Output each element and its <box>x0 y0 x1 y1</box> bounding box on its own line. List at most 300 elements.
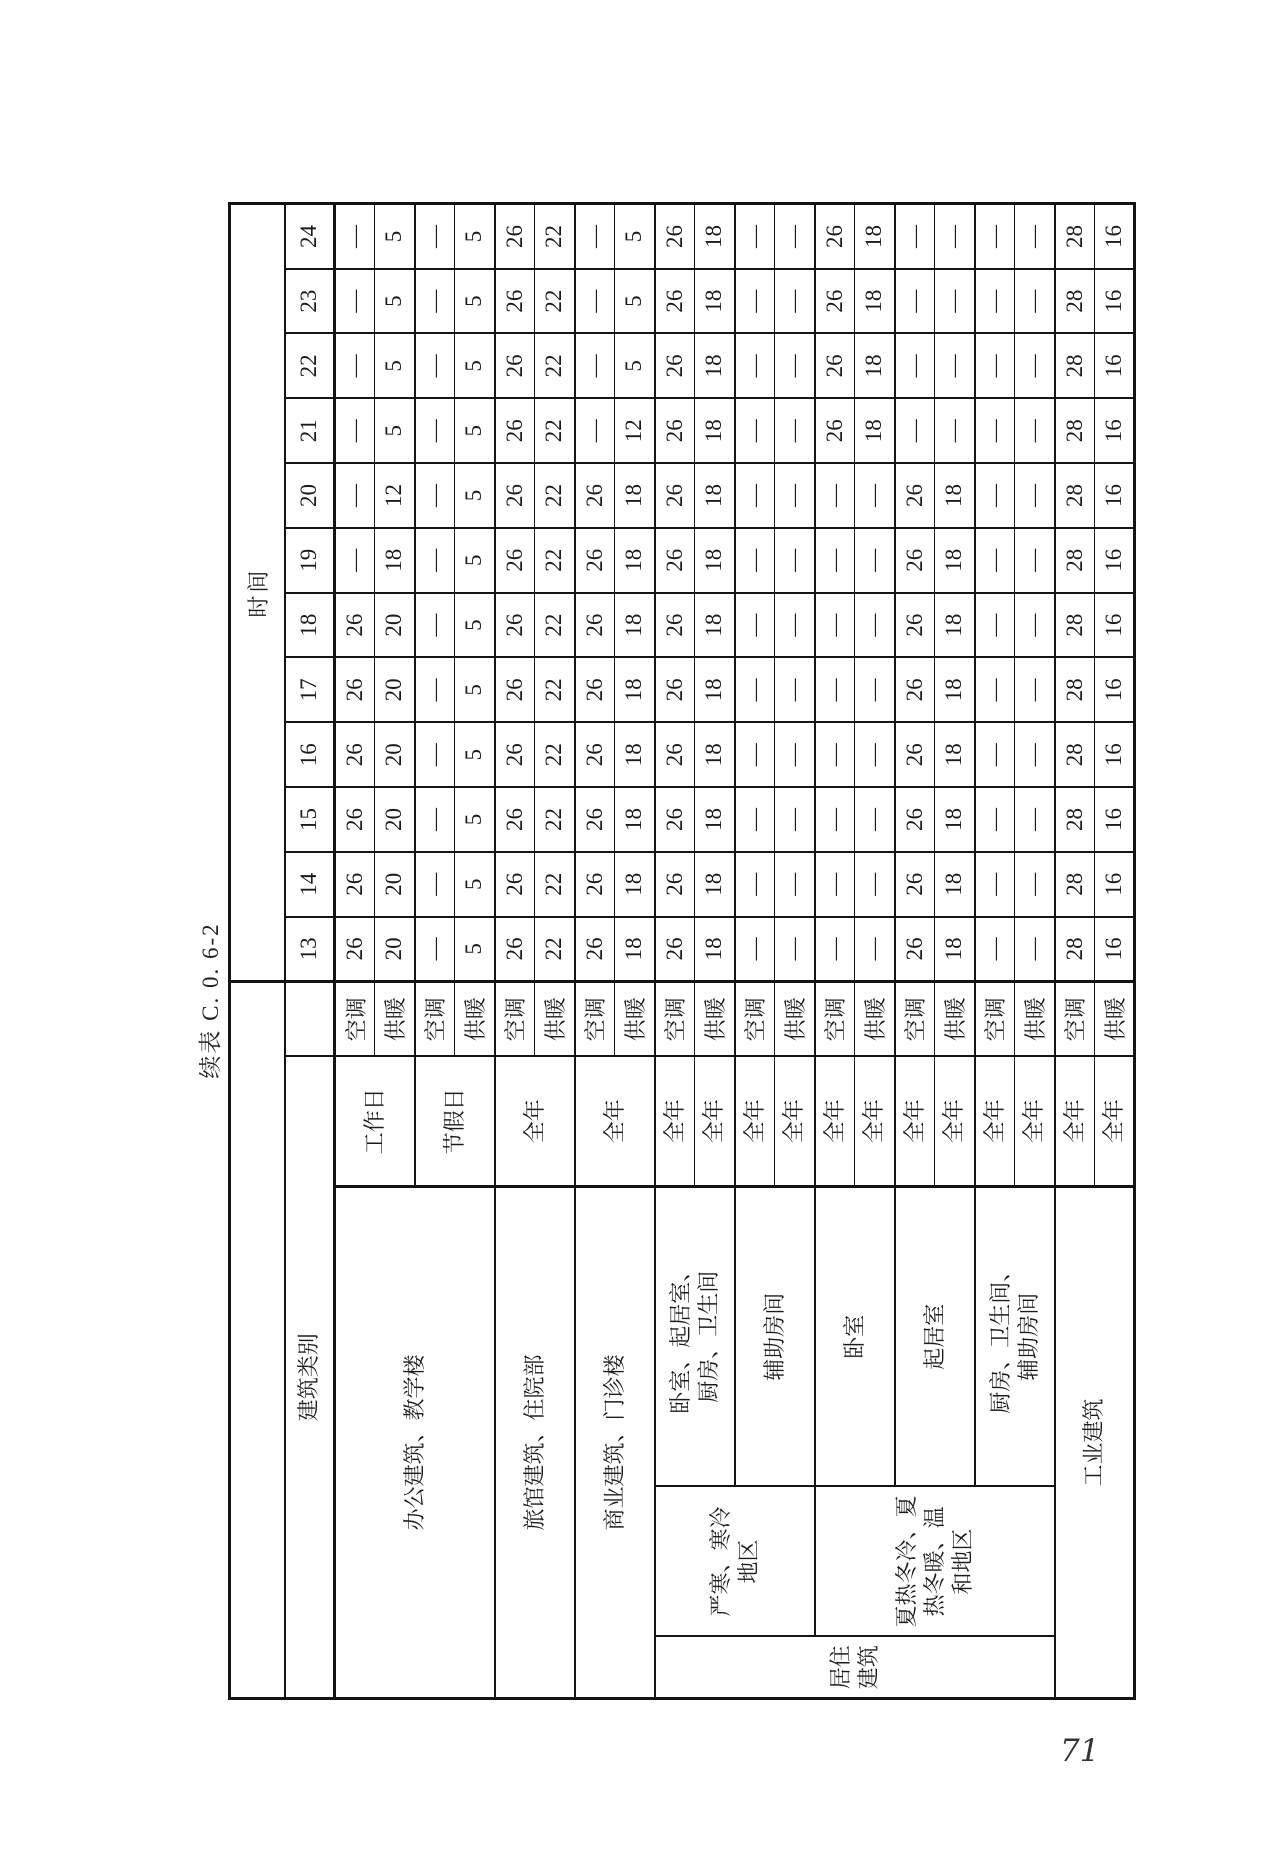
value-cell: 22 <box>535 722 575 787</box>
value-cell: — <box>415 398 455 463</box>
value-cell: 16 <box>1095 398 1135 463</box>
value-cell: 26 <box>655 852 695 917</box>
table-row <box>895 204 935 1699</box>
value-cell: 26 <box>815 334 855 399</box>
value-cell: 26 <box>495 204 535 269</box>
hour-header-cell: 18 <box>285 593 335 658</box>
value-cell: — <box>735 852 775 917</box>
value-cell: 26 <box>335 787 375 852</box>
period-cell: 全年 <box>495 1057 575 1187</box>
value-cell: — <box>855 852 895 917</box>
value-cell: 18 <box>855 398 895 463</box>
value-cell: — <box>855 657 895 722</box>
value-cell: — <box>735 398 775 463</box>
category-header-cell: 建筑类别 <box>285 1057 335 1699</box>
value-cell: 5 <box>455 787 495 852</box>
value-cell: 26 <box>895 852 935 917</box>
mode-cell: 空调 <box>655 981 695 1056</box>
value-cell: — <box>735 334 775 399</box>
header-row-2 <box>285 204 335 1699</box>
value-cell: 18 <box>935 787 975 852</box>
value-cell: — <box>935 204 975 269</box>
mode-cell: 空调 <box>415 981 455 1056</box>
value-cell: 18 <box>935 528 975 593</box>
value-cell: 12 <box>615 398 655 463</box>
value-cell: — <box>775 722 815 787</box>
label-line: 卧室、起居室、 <box>667 1259 693 1414</box>
value-cell: 16 <box>1095 657 1135 722</box>
value-cell: — <box>1015 657 1055 722</box>
mode-cell: 空调 <box>575 981 615 1056</box>
value-cell: 26 <box>655 463 695 528</box>
mode-cell: 空调 <box>1055 981 1095 1056</box>
value-cell: — <box>415 204 455 269</box>
value-cell: 26 <box>655 722 695 787</box>
value-cell: 16 <box>1095 852 1135 917</box>
mode-cell: 供暖 <box>535 981 575 1056</box>
value-cell: 20 <box>375 787 415 852</box>
value-cell: 18 <box>615 463 655 528</box>
value-cell: — <box>895 204 935 269</box>
value-cell: 28 <box>1055 398 1095 463</box>
label-line: 夏热冬冷、夏 <box>893 1495 919 1628</box>
hour-header-cell: 13 <box>285 917 335 982</box>
value-cell: — <box>975 787 1015 852</box>
value-cell: 26 <box>895 657 935 722</box>
value-cell: 18 <box>695 852 735 917</box>
table-row <box>735 204 775 1699</box>
value-cell: 18 <box>615 852 655 917</box>
value-cell: 26 <box>335 657 375 722</box>
value-cell: 18 <box>855 269 895 334</box>
period-cell: 全年 <box>655 1057 695 1187</box>
value-cell: — <box>735 204 775 269</box>
value-cell: 22 <box>535 398 575 463</box>
value-cell: 16 <box>1095 593 1135 658</box>
value-cell: 5 <box>455 463 495 528</box>
value-cell: — <box>735 593 775 658</box>
group-cell <box>655 1637 1055 1699</box>
period-cell: 全年 <box>1095 1057 1135 1187</box>
value-cell: 22 <box>535 269 575 334</box>
period-cell: 全年 <box>815 1057 855 1187</box>
value-cell: 26 <box>495 593 535 658</box>
value-cell: 18 <box>855 204 895 269</box>
value-cell: 16 <box>1095 917 1135 982</box>
value-cell: 26 <box>815 204 855 269</box>
value-cell: 26 <box>575 657 615 722</box>
value-cell: 28 <box>1055 334 1095 399</box>
period-cell: 全年 <box>1015 1057 1055 1187</box>
value-cell: — <box>335 463 375 528</box>
value-cell: — <box>735 787 775 852</box>
value-cell: — <box>1015 334 1055 399</box>
value-cell: — <box>975 204 1015 269</box>
room-cell <box>975 1187 1055 1487</box>
value-cell: 18 <box>695 334 735 399</box>
value-cell: — <box>775 593 815 658</box>
room-cell: 卧室 <box>815 1187 895 1487</box>
value-cell: — <box>1015 463 1055 528</box>
value-cell: 18 <box>935 917 975 982</box>
value-cell: — <box>975 334 1015 399</box>
value-cell: — <box>735 917 775 982</box>
value-cell: — <box>335 528 375 593</box>
mode-cell: 空调 <box>735 981 775 1056</box>
mode-cell: 供暖 <box>935 981 975 1056</box>
value-cell: 26 <box>575 463 615 528</box>
value-cell: — <box>815 657 855 722</box>
value-cell: 18 <box>615 917 655 982</box>
value-cell: 18 <box>855 334 895 399</box>
mode-cell: 空调 <box>815 981 855 1056</box>
value-cell: 26 <box>895 787 935 852</box>
value-cell: 5 <box>375 398 415 463</box>
value-cell: — <box>735 528 775 593</box>
value-cell: — <box>855 787 895 852</box>
value-cell: 28 <box>1055 204 1095 269</box>
table-row <box>575 204 615 1699</box>
period-cell: 全年 <box>975 1057 1015 1187</box>
value-cell: 26 <box>575 593 615 658</box>
label-line: 和地区 <box>949 1528 975 1595</box>
value-cell: — <box>415 593 455 658</box>
value-cell: 22 <box>535 852 575 917</box>
table-row <box>655 204 695 1699</box>
value-cell: — <box>1015 528 1055 593</box>
value-cell: — <box>895 398 935 463</box>
value-cell: 20 <box>375 722 415 787</box>
value-cell: 26 <box>495 787 535 852</box>
value-cell: 16 <box>1095 269 1135 334</box>
value-cell: 18 <box>615 593 655 658</box>
value-cell: 5 <box>615 269 655 334</box>
value-cell: — <box>735 722 775 787</box>
value-cell: 12 <box>375 463 415 528</box>
value-cell: — <box>1015 204 1055 269</box>
value-cell: 22 <box>535 787 575 852</box>
value-cell: — <box>775 657 815 722</box>
value-cell: 28 <box>1055 269 1095 334</box>
time-header-cell: 时间 <box>230 204 285 982</box>
value-cell: 26 <box>895 593 935 658</box>
value-cell: — <box>815 787 855 852</box>
value-cell: 26 <box>575 852 615 917</box>
value-cell: 16 <box>1095 204 1135 269</box>
value-cell: 16 <box>1095 787 1135 852</box>
category-cell: 办公建筑、教学楼 <box>335 1187 495 1699</box>
header-row-1 <box>230 204 285 1699</box>
value-cell: — <box>415 657 455 722</box>
value-cell: 28 <box>1055 528 1095 593</box>
value-cell: — <box>975 463 1015 528</box>
period-cell: 节假日 <box>415 1057 495 1187</box>
value-cell: 22 <box>535 593 575 658</box>
value-cell: 5 <box>375 269 415 334</box>
value-cell: 26 <box>655 593 695 658</box>
value-cell: 26 <box>495 334 535 399</box>
hour-header-cell: 14 <box>285 852 335 917</box>
value-cell: 18 <box>935 463 975 528</box>
region-cell <box>655 1487 815 1637</box>
mode-cell: 空调 <box>335 981 375 1056</box>
value-cell: 26 <box>895 463 935 528</box>
value-cell: — <box>415 722 455 787</box>
value-cell: 26 <box>655 334 695 399</box>
value-cell: — <box>1015 593 1055 658</box>
value-cell: — <box>415 917 455 982</box>
period-cell: 全年 <box>1055 1057 1095 1187</box>
value-cell: 26 <box>655 917 695 982</box>
value-cell: — <box>815 528 855 593</box>
value-cell: 26 <box>655 269 695 334</box>
value-cell: — <box>855 593 895 658</box>
value-cell: 18 <box>375 528 415 593</box>
value-cell: — <box>855 917 895 982</box>
value-cell: 18 <box>695 463 735 528</box>
value-cell: 16 <box>1095 722 1135 787</box>
value-cell: 26 <box>575 787 615 852</box>
value-cell: 26 <box>575 722 615 787</box>
hour-header-cell: 17 <box>285 657 335 722</box>
value-cell: 26 <box>895 917 935 982</box>
period-cell: 全年 <box>855 1057 895 1187</box>
value-cell: — <box>775 852 815 917</box>
category-cell: 商业建筑、门诊楼 <box>575 1187 655 1699</box>
value-cell: 26 <box>335 852 375 917</box>
hour-header-cell: 24 <box>285 204 335 269</box>
hour-header-cell: 16 <box>285 722 335 787</box>
value-cell: 20 <box>375 657 415 722</box>
value-cell: 18 <box>615 657 655 722</box>
value-cell: 22 <box>535 463 575 528</box>
value-cell: — <box>415 528 455 593</box>
value-cell: 26 <box>895 722 935 787</box>
value-cell: — <box>975 917 1015 982</box>
value-cell: — <box>935 269 975 334</box>
mode-cell: 供暖 <box>615 981 655 1056</box>
value-cell: 20 <box>375 852 415 917</box>
value-cell: — <box>975 852 1015 917</box>
page-number: 71 <box>1060 1733 1100 1769</box>
value-cell: 18 <box>695 269 735 334</box>
value-cell: — <box>775 269 815 334</box>
mode-cell: 供暖 <box>775 981 815 1056</box>
value-cell: 22 <box>535 917 575 982</box>
value-cell: — <box>935 334 975 399</box>
value-cell: 5 <box>375 204 415 269</box>
value-cell: 26 <box>495 852 535 917</box>
label-line: 辅助房间 <box>1015 1292 1041 1381</box>
mode-cell: 空调 <box>495 981 535 1056</box>
value-cell: — <box>575 334 615 399</box>
value-cell: — <box>735 657 775 722</box>
value-cell: — <box>335 269 375 334</box>
label-line: 居住 <box>827 1645 853 1690</box>
room-cell: 起居室 <box>895 1187 975 1487</box>
value-cell: 28 <box>1055 657 1095 722</box>
value-cell: 28 <box>1055 722 1095 787</box>
value-cell: 18 <box>615 528 655 593</box>
value-cell: 26 <box>495 269 535 334</box>
table-row <box>1055 204 1095 1699</box>
value-cell: 5 <box>455 528 495 593</box>
value-cell: 26 <box>335 593 375 658</box>
value-cell: — <box>335 204 375 269</box>
rotated-table-block <box>196 205 1136 1700</box>
label-line: 热冬暖、温 <box>921 1506 947 1617</box>
value-cell: — <box>335 398 375 463</box>
mode-header-blank-cell <box>285 981 335 1056</box>
value-cell: — <box>975 398 1015 463</box>
value-cell: — <box>895 269 935 334</box>
table-row <box>335 204 375 1699</box>
value-cell: 16 <box>1095 334 1135 399</box>
period-cell: 全年 <box>935 1057 975 1187</box>
value-cell: 28 <box>1055 917 1095 982</box>
value-cell: — <box>775 204 815 269</box>
period-cell: 全年 <box>735 1057 775 1187</box>
table-row <box>815 204 855 1699</box>
value-cell: — <box>415 852 455 917</box>
value-cell: — <box>735 463 775 528</box>
value-cell: — <box>335 334 375 399</box>
label-line: 厨房、卫生间 <box>695 1270 721 1403</box>
value-cell: 18 <box>695 204 735 269</box>
value-cell: — <box>815 852 855 917</box>
value-cell: — <box>975 722 1015 787</box>
period-cell: 全年 <box>695 1057 735 1187</box>
value-cell: 26 <box>655 787 695 852</box>
value-cell: — <box>415 463 455 528</box>
value-cell: 18 <box>935 722 975 787</box>
value-cell: 18 <box>615 787 655 852</box>
mode-cell: 供暖 <box>375 981 415 1056</box>
value-cell: 28 <box>1055 463 1095 528</box>
value-cell: 26 <box>815 269 855 334</box>
value-cell: — <box>575 398 615 463</box>
value-cell: — <box>855 722 895 787</box>
value-cell: 16 <box>1095 463 1135 528</box>
region-cell <box>815 1487 1055 1637</box>
value-cell: 5 <box>615 204 655 269</box>
value-cell: — <box>1015 787 1055 852</box>
corner-cell <box>230 981 285 1698</box>
value-cell: — <box>775 398 815 463</box>
label-line: 厨房、卫生间、 <box>987 1259 1013 1414</box>
mode-cell: 供暖 <box>1095 981 1135 1056</box>
value-cell: 5 <box>455 852 495 917</box>
value-cell: 22 <box>535 657 575 722</box>
label-line: 地区 <box>735 1539 761 1584</box>
value-cell: 26 <box>495 657 535 722</box>
value-cell: 20 <box>375 917 415 982</box>
value-cell: — <box>895 334 935 399</box>
value-cell: 18 <box>695 398 735 463</box>
value-cell: 18 <box>695 917 735 982</box>
value-cell: — <box>815 463 855 528</box>
mode-cell: 供暖 <box>455 981 495 1056</box>
value-cell: — <box>415 269 455 334</box>
value-cell: 26 <box>655 657 695 722</box>
table-row <box>975 204 1015 1699</box>
period-cell: 全年 <box>775 1057 815 1187</box>
value-cell: 22 <box>535 528 575 593</box>
table-row <box>495 204 535 1699</box>
category-cell: 旅馆建筑、住院部 <box>495 1187 575 1699</box>
value-cell: — <box>735 269 775 334</box>
value-cell: — <box>1015 269 1055 334</box>
room-cell: 辅助房间 <box>735 1187 815 1487</box>
value-cell: — <box>575 204 615 269</box>
value-cell: 5 <box>455 917 495 982</box>
value-cell: 26 <box>895 528 935 593</box>
value-cell: — <box>975 593 1015 658</box>
value-cell: 18 <box>935 593 975 658</box>
value-cell: 22 <box>535 334 575 399</box>
value-cell: — <box>935 398 975 463</box>
value-cell: 5 <box>455 722 495 787</box>
value-cell: 18 <box>695 657 735 722</box>
room-cell <box>655 1187 735 1487</box>
value-cell: 26 <box>495 528 535 593</box>
period-cell: 全年 <box>895 1057 935 1187</box>
value-cell: 26 <box>655 398 695 463</box>
value-cell: — <box>775 787 815 852</box>
mode-cell: 供暖 <box>855 981 895 1056</box>
hour-header-cell: 20 <box>285 463 335 528</box>
hour-header-cell: 22 <box>285 334 335 399</box>
value-cell: 26 <box>575 528 615 593</box>
hour-header-cell: 19 <box>285 528 335 593</box>
value-cell: 18 <box>695 787 735 852</box>
mode-cell: 供暖 <box>1015 981 1055 1056</box>
period-cell: 工作日 <box>335 1057 415 1187</box>
value-cell: 28 <box>1055 593 1095 658</box>
mode-cell: 空调 <box>975 981 1015 1056</box>
mode-cell: 空调 <box>895 981 935 1056</box>
value-cell: — <box>855 463 895 528</box>
value-cell: 22 <box>535 204 575 269</box>
table-caption: 续表 C. 0. 6-2 <box>198 922 223 1079</box>
schedule-table <box>228 202 1136 1700</box>
hour-header-cell: 21 <box>285 398 335 463</box>
value-cell: 18 <box>695 722 735 787</box>
value-cell: 26 <box>335 917 375 982</box>
value-cell: 18 <box>695 528 735 593</box>
value-cell: 5 <box>455 269 495 334</box>
value-cell: 5 <box>455 204 495 269</box>
value-cell: 26 <box>495 722 535 787</box>
label-line: 建筑 <box>855 1645 881 1690</box>
value-cell: — <box>1015 722 1055 787</box>
value-cell: 18 <box>615 722 655 787</box>
hour-header-cell: 23 <box>285 269 335 334</box>
mode-cell: 供暖 <box>695 981 735 1056</box>
value-cell: 26 <box>335 722 375 787</box>
label-line: 严寒、寒冷 <box>707 1506 733 1617</box>
value-cell: — <box>415 787 455 852</box>
value-cell: 26 <box>495 398 535 463</box>
value-cell: — <box>975 528 1015 593</box>
value-cell: — <box>815 593 855 658</box>
value-cell: — <box>575 269 615 334</box>
value-cell: 5 <box>615 334 655 399</box>
value-cell: 18 <box>695 593 735 658</box>
value-cell: 5 <box>455 334 495 399</box>
value-cell: 26 <box>495 917 535 982</box>
value-cell: — <box>975 269 1015 334</box>
